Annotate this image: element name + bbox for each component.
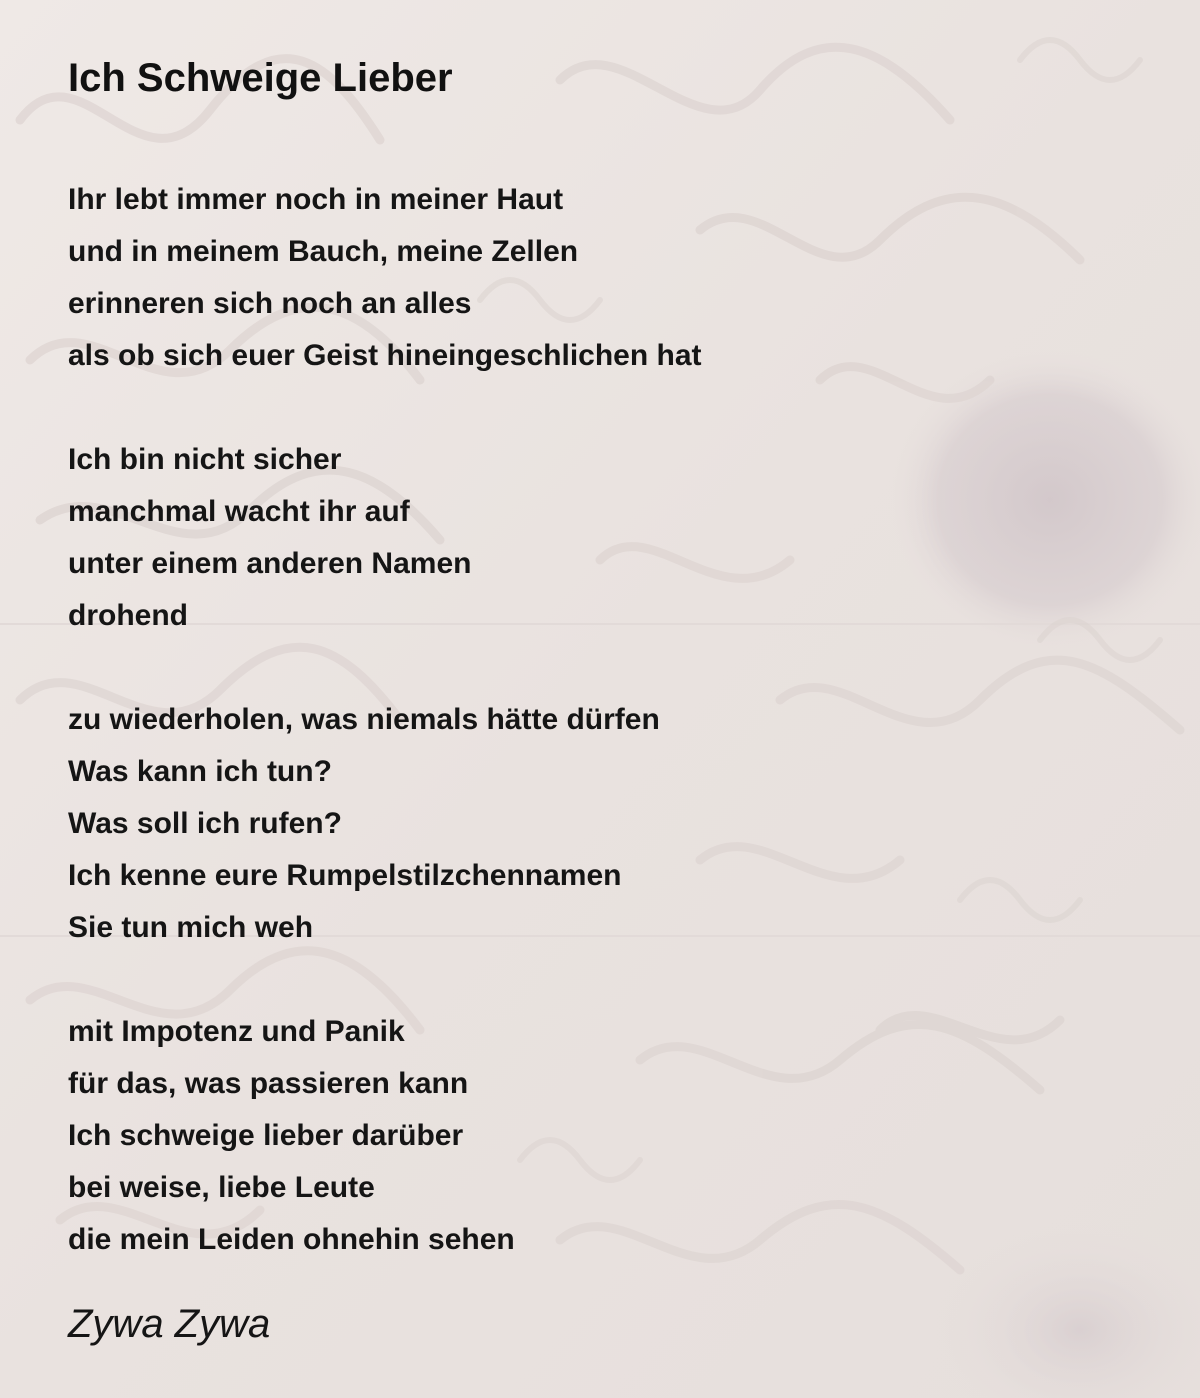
poem-line: erinneren sich noch an alles [68, 287, 472, 320]
stanza-4 [68, 1006, 1148, 1266]
poem-line: bei weise, liebe Leute [68, 1171, 375, 1204]
poem-line: Sie tun mich weh [68, 911, 314, 944]
poem-line: Ich schweige lieber darüber [68, 1119, 464, 1152]
stanza-3 [68, 694, 1148, 954]
poem-author: Zywa Zywa [68, 1302, 271, 1346]
poem-line: drohend [68, 599, 188, 632]
poem-line: Was soll ich rufen? [68, 807, 342, 840]
poem-line: zu wiederholen, was niemals hätte dürfen [68, 703, 660, 736]
poem-line: Ich bin nicht sicher [68, 443, 342, 476]
poem-body [68, 174, 1148, 1266]
poem-line: für das, was passieren kann [68, 1067, 469, 1100]
poem-line: als ob sich euer Geist hineingeschlichen hat [68, 339, 702, 372]
poem-line: mit Impotenz und Panik [68, 1015, 405, 1048]
poem-line: die mein Leiden ohnehin sehen [68, 1223, 515, 1256]
stanza-1 [68, 174, 1148, 382]
poem-line: Ihr lebt immer noch in meiner Haut [68, 183, 564, 216]
poem-container [68, 52, 1148, 1318]
poem-line: Was kann ich tun? [68, 755, 332, 788]
poem-line: und in meinem Bauch, meine Zellen [68, 235, 579, 268]
poem-line: Ich kenne eure Rumpelstilzchennamen [68, 859, 622, 892]
poem-line: unter einem anderen Namen [68, 547, 472, 580]
poem-line: manchmal wacht ihr auf [68, 495, 410, 528]
poem-title: Ich Schweige Lieber [68, 56, 453, 100]
stanza-2 [68, 434, 1148, 642]
